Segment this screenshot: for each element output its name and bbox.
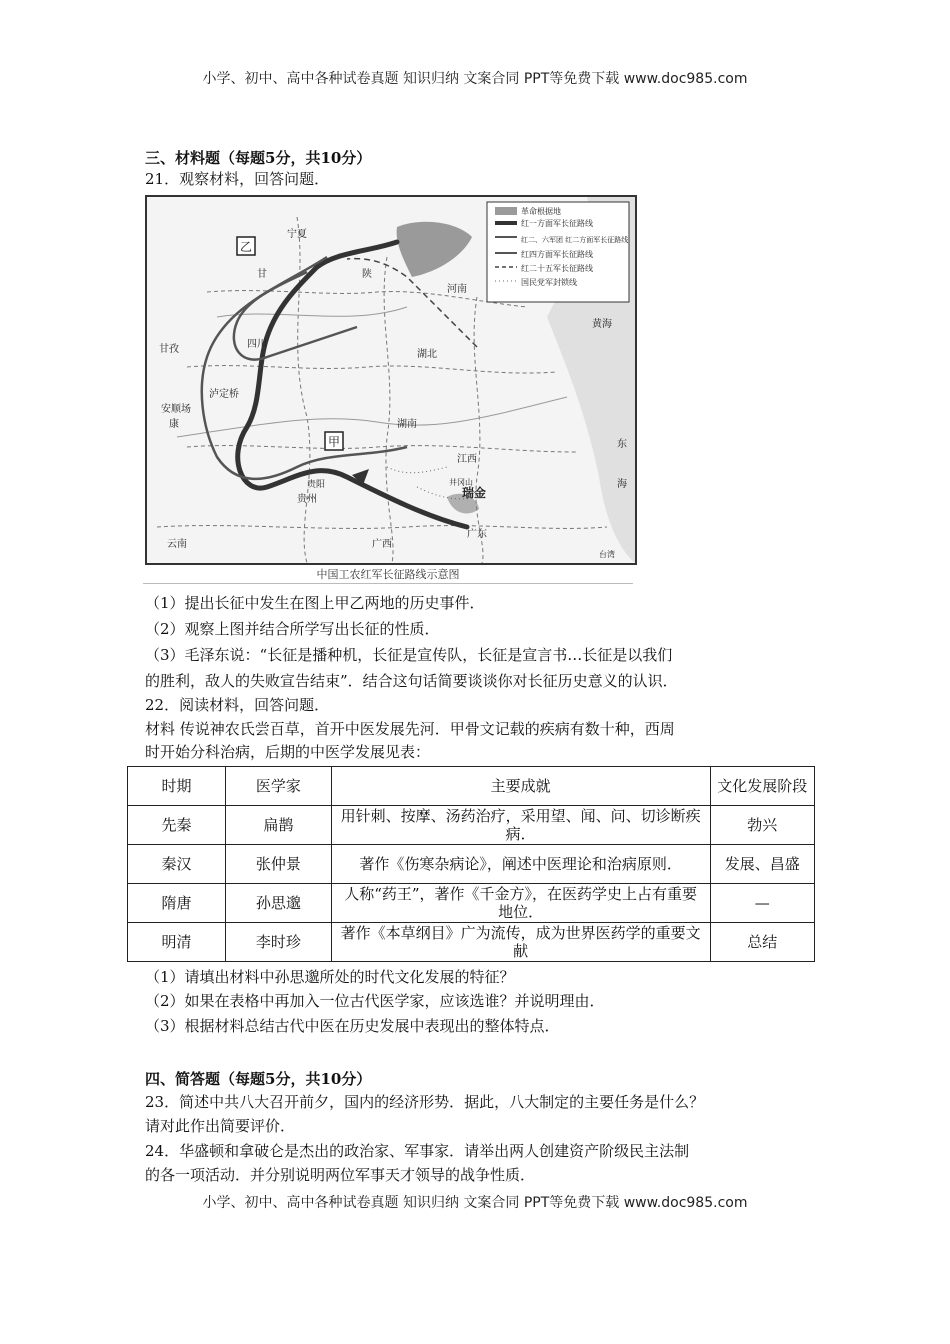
q21-part-1: （1）提出长征中发生在图上甲乙两地的历史事件．: [145, 594, 485, 612]
page-footer: 小学、初中、高中各种试卷真题 知识归纳 文案合同 PPT等免费下载 www.doc985.com: [202, 1195, 748, 1211]
label-huanghai: 黄海: [592, 319, 612, 330]
cell-physician: 扁鹊: [226, 806, 332, 845]
route-first-front-army: [238, 242, 467, 527]
page-header: 小学、初中、高中各种试卷真题 知识归纳 文案合同 PPT等免费下载 www.doc985.com: [202, 71, 748, 87]
cell-period: 先秦: [128, 806, 226, 845]
legend-base-area: 革命根据地: [521, 207, 561, 216]
label-kang: 康: [169, 419, 179, 430]
legend-25th-army: 红二十五军长征路线: [521, 264, 593, 273]
cell-achievement: 著作《本草纲目》广为流传，成为世界医药学的重要文献: [331, 923, 710, 962]
q21-part-3-cont: 的胜利，敌人的失败宣告结束”．结合这句话简要谈谈你对长征历史意义的认识．: [145, 672, 678, 690]
legend-second-army: 红二、六军团 红二方面军长征路线: [521, 236, 629, 244]
label-hunan: 湖南: [397, 419, 417, 430]
label-sea: 海: [617, 479, 627, 490]
label-ruijin: 瑞金: [462, 486, 487, 500]
cell-physician: 孙思邈: [226, 884, 332, 923]
cell-achievement: 用针刺、按摩、汤药治疗，采用望、闻、问、切诊断疾病．: [331, 806, 710, 845]
table-row: [128, 806, 815, 845]
question-23-cont: 请对此作出简要评价．: [145, 1117, 296, 1135]
map-legend: [487, 202, 629, 302]
header-period: 时期: [128, 767, 226, 806]
legend-blockade: 国民党军封锁线: [521, 278, 577, 287]
cell-stage: 勃兴: [710, 806, 814, 845]
label-yunnan: 云南: [167, 539, 187, 550]
q22-part-2: （2）如果在表格中再加入一位古代医学家，应该选谁？并说明理由．: [145, 992, 605, 1010]
label-luding: 泸定桥: [209, 389, 239, 400]
legend-fourth-army: 红四方面军长征路线: [521, 250, 593, 259]
cell-physician: 张仲景: [226, 845, 332, 884]
long-march-map: [145, 195, 637, 565]
question-21: 21．观察材料，回答问题．: [145, 170, 330, 188]
section-4-title: 四、简答题（每题5分，共10分）: [145, 1070, 372, 1088]
cell-period: 明清: [128, 923, 226, 962]
label-anshunchang: 安顺场: [161, 404, 191, 415]
map-divider: [143, 583, 633, 584]
label-shaan: 陕: [362, 269, 372, 280]
table-header-row: [128, 767, 815, 806]
base-area-shaanbei: [397, 222, 472, 277]
table-row: [128, 845, 815, 884]
table-row: [128, 884, 815, 923]
cell-physician: 李时珍: [226, 923, 332, 962]
label-jia: 甲: [328, 435, 341, 449]
question-24-cont: 的各一项活动．并分别说明两位军事天才领导的战争性质．: [145, 1166, 536, 1184]
label-guiyang: 贵阳: [307, 480, 326, 490]
header-physician: 医学家: [226, 767, 332, 806]
question-23: 23．简述中共八大召开前夕，国内的经济形势．据此，八大制定的主要任务是什么？: [145, 1093, 705, 1111]
cell-period: 隋唐: [128, 884, 226, 923]
question-24: 24．华盛顿和拿破仑是杰出的政治家、军事家．请举出两人创建资产阶级民主法制: [145, 1142, 690, 1160]
cell-period: 秦汉: [128, 845, 226, 884]
medicine-table: [127, 766, 815, 962]
cell-achievement: 著作《伤寒杂病论》，阐述中医理论和治病原则．: [331, 845, 710, 884]
label-sichuan: 四川: [247, 339, 267, 350]
q22-material-line-1: 材料 传说神农氏尝百草，首开中医发展先河．甲骨文记载的疾病有数十种，西周: [145, 720, 675, 738]
label-dong: 东: [617, 439, 627, 450]
label-ganzi: 甘孜: [159, 344, 179, 355]
label-yi: 乙: [240, 240, 253, 254]
label-guangxi: 广西: [372, 539, 392, 550]
label-ningxia: 宁夏: [287, 229, 307, 240]
legend-first-army: 红一方面军长征路线: [521, 219, 593, 228]
header-stage: 文化发展阶段: [710, 767, 814, 806]
q22-material-line-2: 时开始分科治病，后期的中医学发展见表：: [145, 743, 431, 761]
q21-part-3: （3）毛泽东说：“长征是播种机，长征是宣传队，长征是宣言书…长征是以我们: [145, 646, 673, 664]
cell-achievement: 人称“药王”，著作《千金方》，在医药学史上占有重要地位．: [331, 884, 710, 923]
q21-part-2: （2）观察上图并结合所学写出长征的性质．: [145, 620, 440, 638]
map-caption: 中国工农红军长征路线示意图: [316, 568, 460, 581]
section-3-title: 三、材料题（每题5分，共10分）: [145, 149, 372, 167]
q22-part-1: （1）请填出材料中孙思邈所处的时代文化发展的特征？: [145, 968, 515, 986]
label-guangdong: 广东: [467, 529, 487, 540]
label-jinggangshan: 井冈山: [449, 478, 473, 487]
label-jiangxi: 江西: [457, 454, 477, 465]
cell-stage: 总结: [710, 923, 814, 962]
label-hubei: 湖北: [417, 349, 437, 360]
cell-stage: 发展、昌盛: [710, 845, 814, 884]
table-row: [128, 923, 815, 962]
label-guizhou: 贵州: [297, 494, 317, 505]
question-22: 22．阅读材料，回答问题．: [145, 696, 330, 714]
label-taiwan: 台湾: [599, 550, 615, 559]
q22-part-3: （3）根据材料总结古代中医在历史发展中表现出的整体特点．: [145, 1017, 560, 1035]
cell-stage: —: [710, 884, 814, 923]
label-henan: 河南: [447, 284, 467, 295]
header-achievement: 主要成就: [331, 767, 710, 806]
label-gan: 甘: [257, 269, 267, 280]
